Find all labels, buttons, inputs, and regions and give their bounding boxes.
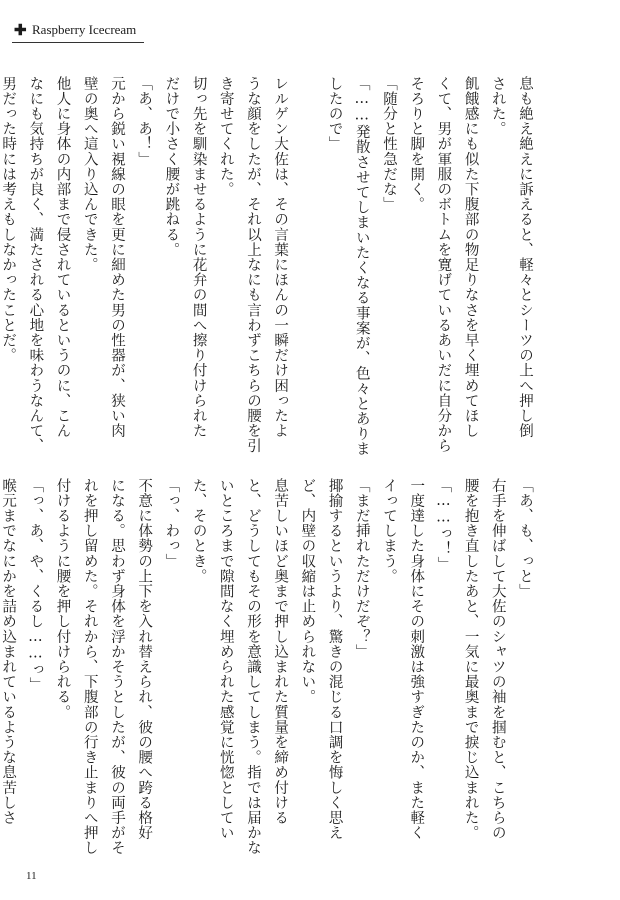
text-line: いところまで隙間なく埋められた感覚に恍惚としてい (217, 478, 234, 841)
header-title: Raspberry Icecream (32, 22, 137, 37)
text-line: 「あ、も、っと」 (517, 478, 533, 599)
text-line: 他人に身体の内部まで侵されているというのに、こん (54, 76, 71, 439)
running-header (12, 18, 144, 48)
text-line: 壁の奥へ這入り込んできた。 (81, 76, 98, 273)
text-block-top (0, 76, 538, 476)
text-line: したので」 (326, 76, 343, 152)
text-line: 「まだ挿れただけだぞ？」 (353, 478, 370, 660)
text-line: 喉元までなにかを詰め込まれているような息苦しさ (0, 478, 17, 826)
text-line: 飢餓感にも似た下腹部の物足りなさを早く埋めてほし (462, 76, 479, 439)
text-line: と、どうしてもその形を意識してしまう。指では届かな (244, 478, 261, 856)
text-line: き寄せてくれた。 (217, 76, 234, 197)
text-line: くて、男が軍服のボトムを寛げているあいだに自分から (435, 76, 452, 454)
text-line: 一度達した身体にその刺激は強すぎたのか、また軽く (408, 478, 425, 841)
text-block-bottom (0, 478, 538, 878)
text-line: レルゲン大佐は、その言葉にほんの一瞬だけ困ったよ (272, 76, 289, 439)
cross-icon: ✚ (14, 21, 27, 39)
text-line: 男だった時には考えもしなかったことだ。 (0, 76, 17, 363)
text-line: 揶揄するというより、驚きの混じる口調を悔しく思え (326, 478, 343, 841)
text-line: 元から鋭い視線の眼を更に細めた男の性器が、狭い肉 (108, 76, 125, 439)
text-line: 不意に体勢の上下を入れ替えられ、彼の腰へ跨る格好 (136, 478, 153, 841)
text-line: 腰を抱き直したあと、一気に最奥まで捩じ込まれた。 (462, 478, 479, 841)
text-line: 「っ、あ、や、くるし……っ」 (27, 478, 44, 693)
text-line: 「っ、わっ」 (163, 478, 180, 569)
text-line: 付けるように腰を押し付けられる。 (54, 478, 71, 720)
text-line: された。 (489, 76, 506, 137)
header-rule (12, 42, 144, 43)
text-line: 右手を伸ばして大佐のシャツの袖を掴むと、こちらの (489, 478, 506, 841)
text-line: 「随分と性急だな」 (380, 76, 397, 212)
text-line: た、そのとき。 (190, 478, 207, 584)
text-line: うな顔をしたが、それ以上なにも言わずこちらの腰を引 (244, 76, 261, 454)
text-line (293, 76, 320, 476)
text-line: ど、内壁の収縮は止められない。 (299, 478, 316, 705)
text-line: だけで小さく腰が跳ねる。 (163, 76, 180, 258)
text-line: 息も絶え絶えに訴えると、軽々とシーツの上へ押し倒 (517, 76, 533, 439)
text-line: 切っ先を馴染ませるように花弁の間へ擦り付けられた (190, 76, 207, 439)
text-line: になる。思わず身体を浮かそうとしたが、彼の両手がそ (108, 478, 125, 856)
text-line: 「あ、あ！」 (136, 76, 153, 167)
text-line: なにも気持ちが良く、満たされる心地を味わうなんて、 (27, 76, 44, 454)
text-line: 「……っ！」 (435, 478, 452, 572)
page-number: 11 (26, 870, 37, 882)
text-line: 息苦しいほど奥まで押し込まれた質量を締め付ける (272, 478, 289, 826)
text-line: 「……発散させてしまいたくなる事案が、色々とありま (353, 76, 370, 457)
text-line: イってしまう。 (380, 478, 397, 584)
text-line: れを押し留めた。それから、下腹部の行き止まりへ押し (81, 478, 98, 856)
text-line: そろりと脚を開く。 (408, 76, 425, 212)
